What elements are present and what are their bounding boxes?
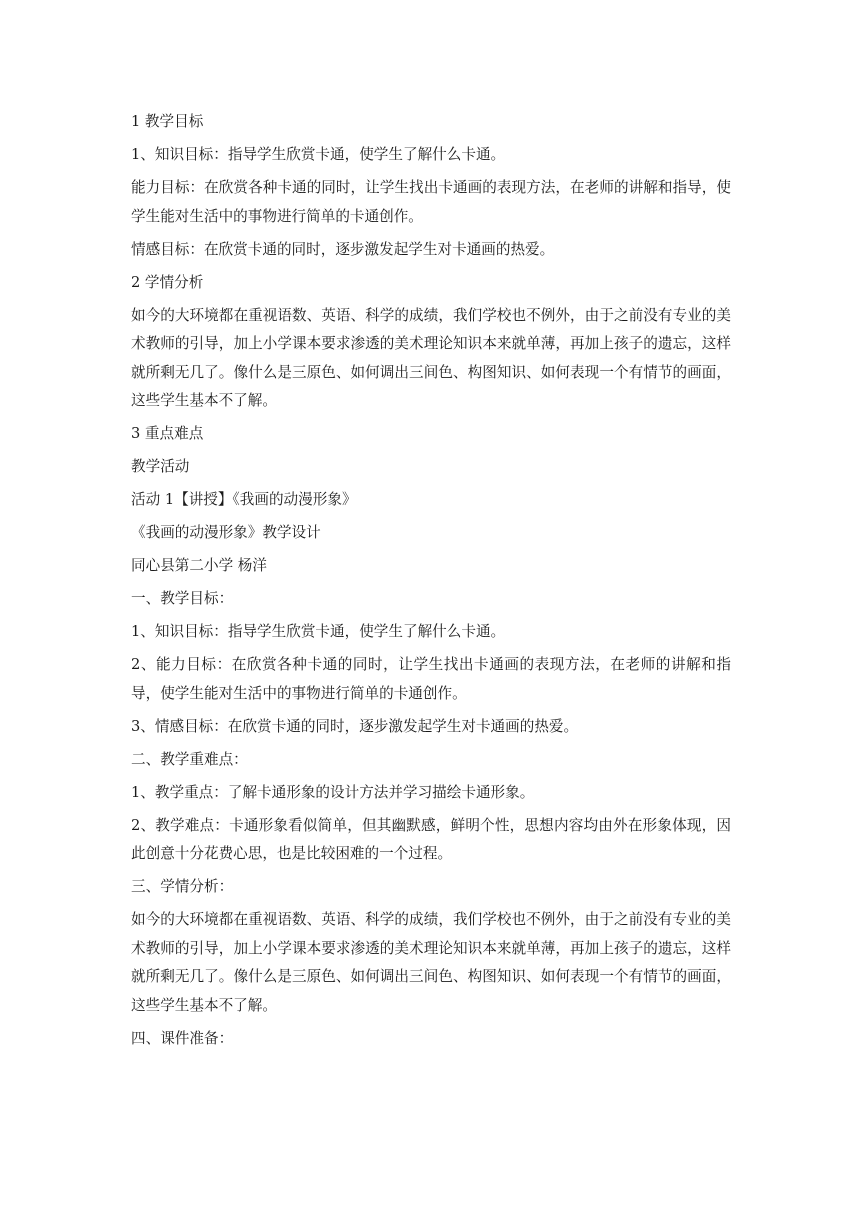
paragraph-goal-ability: 2、能力目标：在欣赏各种卡通的同时，让学生找出卡通画的表现方法，在老师的讲解和指导，使学生能对生活中的事物进行简单的卡通创作。 <box>131 656 731 702</box>
paragraph-activity-1: 活动 1【讲授】《我画的动漫形象》 <box>131 491 357 508</box>
paragraph-key-point: 1、教学重点：了解卡通形象的设计方法并学习描绘卡通形象。 <box>131 783 535 801</box>
paragraph-author: 同心县第二小学 杨洋 <box>131 557 267 574</box>
paragraph-goal-knowledge: 1、知识目标：指导学生欣赏卡通，使学生了解什么卡通。 <box>131 623 506 640</box>
paragraph-student-analysis-2: 如今的大环境都在重视语数、英语、科学的成绩，我们学校也不例外，由于之前没有专业的美术教师的引导，加上小学课本要求渗透的美术理论知识本来就单薄，再加上孩子的遗忘，这样就所剩无几了。像什么是三原色、如何调出三间色、构图知识、如何表现一个有情节的画面，这些学生基本不了解。 <box>131 911 731 1014</box>
paragraph-goal-emotion: 3、情感目标：在欣赏卡通的同时，逐步激发起学生对卡通画的热爱。 <box>131 717 579 735</box>
document-body <box>131 108 731 1053</box>
section-heading-2-key-difficult: 二、教学重难点： <box>131 750 248 768</box>
paragraph-design-title: 《我画的动漫形象》教学设计 <box>131 524 321 541</box>
section-heading-3-student-analysis: 三、学情分析： <box>131 878 234 895</box>
section-heading-1-goals: 一、教学目标： <box>131 590 234 607</box>
paragraph-emotion-goal: 情感目标：在欣赏卡通的同时，逐步激发起学生对卡通画的热爱。 <box>131 240 555 258</box>
paragraph-ability-goal: 能力目标：在欣赏各种卡通的同时，让学生找出卡通画的表现方法，在老师的讲解和指导，使学生能对生活中的事物进行简单的卡通创作。 <box>131 179 731 225</box>
paragraph-difficult-point: 2、教学难点：卡通形象看似简单，但其幽默感，鲜明个性，思想内容均由外在形象体现，因此创意十分花费心思，也是比较困难的一个过程。 <box>131 816 731 862</box>
paragraph-knowledge-goal: 1、知识目标：指导学生欣赏卡通，使学生了解什么卡通。 <box>131 146 506 163</box>
section-heading-teaching-activities: 教学活动 <box>131 458 190 475</box>
section-heading-4-courseware: 四、课件准备： <box>131 1029 234 1047</box>
section-heading-student-analysis: 2 学情分析 <box>131 273 204 291</box>
section-heading-teaching-goals: 1 教学目标 <box>131 113 204 130</box>
paragraph-student-analysis: 如今的大环境都在重视语数、英语、科学的成绩，我们学校也不例外，由于之前没有专业的美术教师的引导，加上小学课本要求渗透的美术理论知识本来就单薄，再加上孩子的遗忘，这样就所剩无几了。像什么是三原色、如何调出三间色、构图知识、如何表现一个有情节的画面，这些学生基本不了解。 <box>131 306 731 409</box>
section-heading-key-points: 3 重点难点 <box>131 425 204 442</box>
